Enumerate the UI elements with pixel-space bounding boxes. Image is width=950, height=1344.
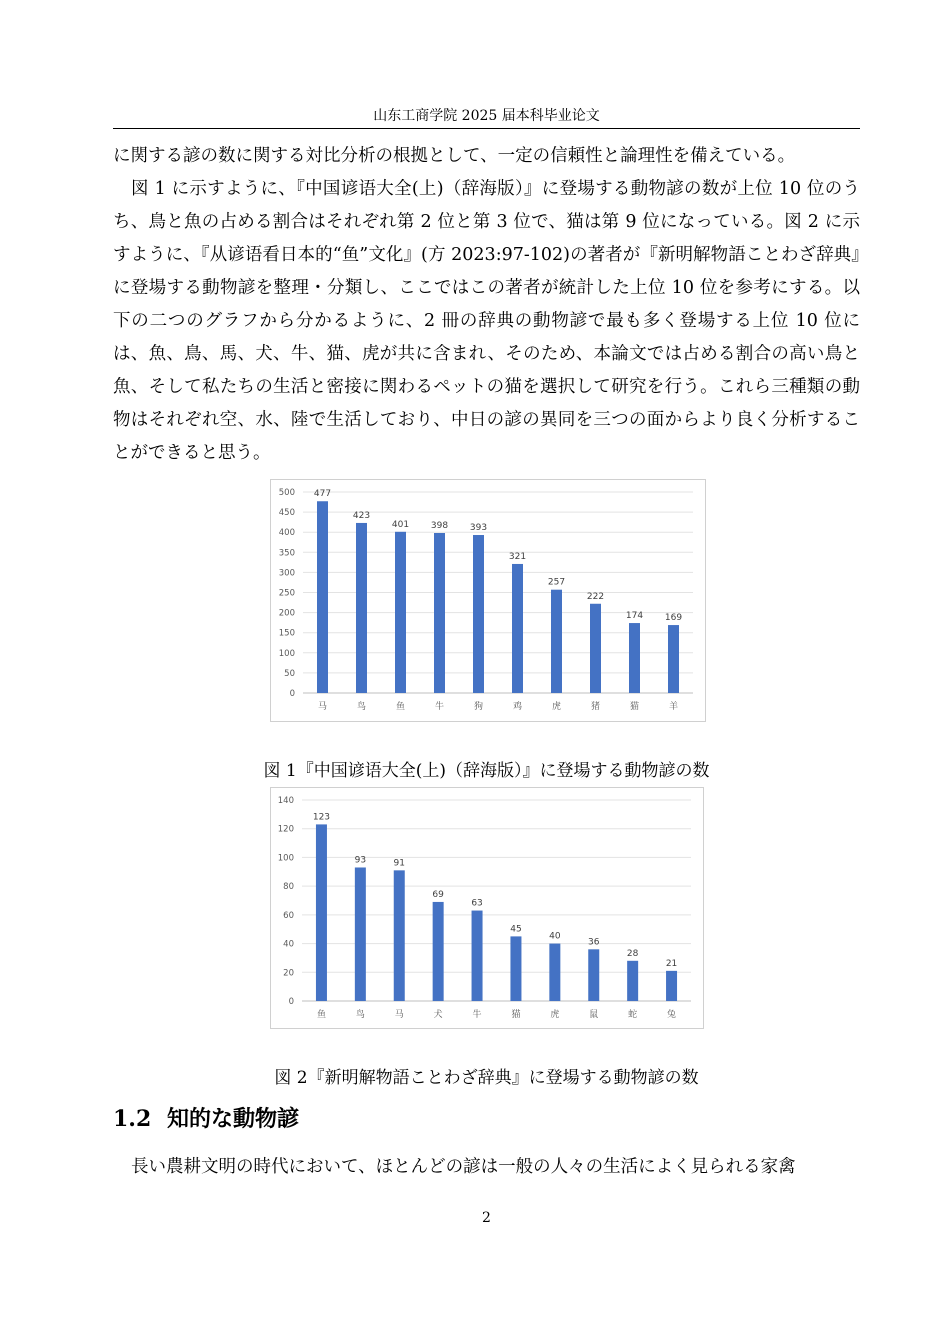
bar: [433, 902, 444, 1001]
category-label: 猪: [590, 702, 601, 712]
data-label: 393: [469, 523, 488, 534]
data-label: 21: [665, 958, 678, 969]
category-label: 兔: [667, 1010, 677, 1020]
data-label: 36: [588, 937, 600, 948]
data-label: 93: [354, 855, 367, 866]
category-label: 羊: [668, 702, 679, 712]
y-tick-label: 20: [283, 968, 294, 979]
data-label: 401: [391, 519, 410, 530]
y-tick-label: 140: [277, 796, 294, 806]
y-tick-label: 450: [278, 508, 295, 519]
category-label: 蛇: [628, 1010, 638, 1020]
y-tick-label: 350: [278, 548, 295, 559]
figure-2-caption: 図 2『新明解物語ことわざ辞典』に登場する動物諺の数: [274, 1068, 699, 1088]
bar: [588, 949, 599, 1001]
bar: [629, 623, 640, 693]
section-title: 知的な動物諺: [167, 1106, 300, 1132]
category-label: 猫: [629, 702, 640, 712]
category-label: 鸡: [512, 702, 523, 712]
data-label: 28: [626, 948, 639, 959]
data-label: 69: [432, 889, 444, 900]
bar: [473, 535, 484, 693]
data-label: 398: [430, 521, 449, 532]
bar: [627, 961, 638, 1001]
data-label: 40: [549, 931, 561, 942]
section-heading: [113, 1104, 299, 1134]
category-label: 牛: [472, 1010, 482, 1020]
y-tick-label: 100: [277, 853, 294, 864]
y-tick-label: 300: [278, 568, 295, 579]
data-label: 169: [664, 613, 683, 624]
bar: [316, 824, 327, 1001]
category-label: 马: [317, 702, 328, 712]
category-label: 鱼: [395, 702, 406, 712]
y-tick-label: 150: [278, 628, 295, 639]
category-label: 鱼: [316, 1010, 326, 1020]
y-tick-label: 50: [284, 668, 295, 679]
y-tick-label: 250: [278, 588, 295, 599]
bar: [551, 590, 562, 693]
y-tick-label: 0: [289, 689, 295, 699]
figure-1-chart: [270, 479, 706, 722]
y-tick-label: 60: [283, 910, 294, 921]
data-label: 222: [586, 591, 605, 602]
bar: [317, 501, 328, 693]
bar: [472, 911, 483, 1001]
y-tick-label: 500: [278, 488, 295, 498]
category-label: 鸟: [356, 702, 367, 712]
figure-2-svg: [271, 788, 703, 1028]
data-label: 123: [312, 812, 331, 823]
data-label: 63: [471, 898, 483, 909]
data-label: 257: [547, 577, 566, 588]
y-tick-label: 200: [278, 608, 295, 619]
data-label: 174: [625, 611, 644, 622]
running-header: 山东工商学院 2025 届本科毕业论文: [373, 108, 600, 124]
bar: [355, 867, 366, 1001]
body-text: [113, 140, 860, 470]
category-label: 马: [394, 1010, 404, 1020]
data-label: 477: [313, 489, 332, 500]
header-rule: [113, 128, 860, 129]
bar: [668, 625, 679, 693]
bar: [512, 564, 523, 693]
y-tick-label: 0: [288, 997, 294, 1007]
page-number: 2: [482, 1210, 491, 1226]
y-tick-label: 400: [278, 528, 295, 539]
category-label: 虎: [550, 1010, 560, 1020]
paragraph-2: 図 1 に示すように、『中国谚语大全(上)（辞海版）』に登場する動物諺の数が上位 10 位のうち、鳥と魚の占める割合はそれぞれ第 2 位と第 3 位で、猫は第 9 位になっている。図 2 に示すように、『从谚语看日本的“鱼”文化』(方 2023:97-102)の著者が『新明解物語ことわざ辞典』に登場する動物諺を整理・分類し、ここではこの著者が統計した上位 10 位を参考にする。以下の二つのグラフから分かるように、2 冊の辞典の動物諺で最も多く登場する上位 10 位には、魚、鳥、馬、犬、牛、猫、虎が共に含まれ、そのため、本論文では占める割合の高い鳥と魚、そして私たちの生活と密接に関わるペットの猫を選択して研究を行う。これら三種類の動物はそれぞれ空、水、陸で生活しており、中日の諺の異同を三つの面からより良く分析することができると思う。: [113, 179, 860, 463]
bar: [394, 870, 405, 1001]
bar: [549, 944, 560, 1001]
category-label: 鸟: [355, 1010, 365, 1020]
category-label: 犬: [433, 1010, 443, 1020]
figure-1-caption: 図 1『中国谚语大全(上)（辞海版）』に登場する動物諺の数: [263, 761, 710, 781]
category-label: 牛: [434, 702, 445, 712]
data-label: 423: [352, 510, 371, 521]
bar: [666, 971, 677, 1001]
category-label: 鼠: [589, 1010, 599, 1020]
data-label: 45: [510, 924, 522, 935]
bar: [434, 533, 445, 693]
data-label: 91: [393, 858, 405, 869]
bar: [510, 936, 521, 1001]
y-tick-label: 80: [283, 882, 294, 893]
category-label: 猫: [511, 1010, 521, 1020]
paragraph-1: に関する諺の数に関する対比分析の根拠として、一定の信頼性と論理性を備えている。: [113, 146, 796, 166]
figure-1-svg: [271, 480, 705, 721]
data-label: 321: [508, 551, 527, 562]
category-label: 狗: [473, 702, 484, 712]
y-tick-label: 100: [278, 648, 295, 659]
category-label: 虎: [551, 702, 562, 712]
y-tick-label: 40: [283, 939, 294, 950]
paragraph-3: 長い農耕文明の時代において、ほとんどの諺は一般の人々の生活によく見られる家禽: [131, 1157, 796, 1177]
figure-2-chart: [270, 787, 704, 1029]
bar: [395, 532, 406, 693]
section-number: 1.2: [113, 1106, 152, 1132]
bar: [590, 604, 601, 693]
bar: [356, 523, 367, 693]
y-tick-label: 120: [277, 824, 294, 835]
